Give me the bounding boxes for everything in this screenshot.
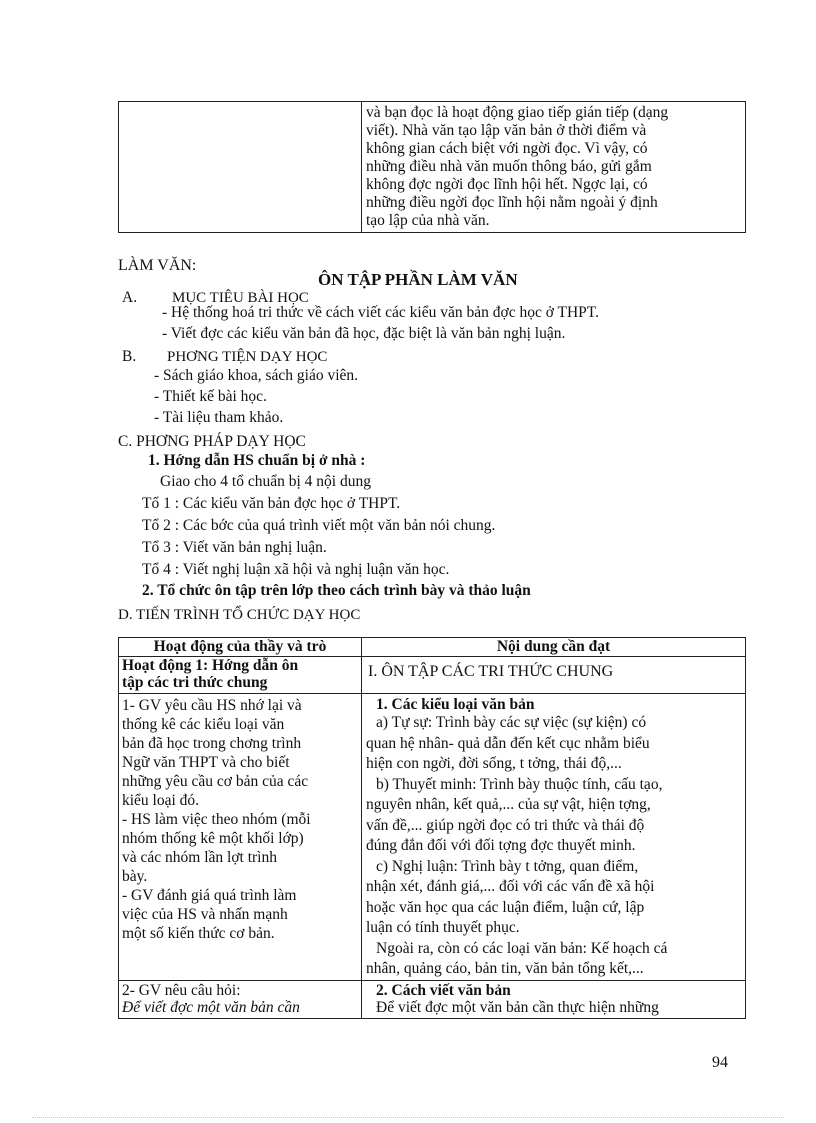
section-b-heading: PHƠNG TIỆN DẠY HỌC — [167, 349, 328, 365]
top-table-line: và bạn đọc là hoạt động giao tiếp gián tiếp (dạng — [366, 104, 669, 121]
top-table-left-cell — [119, 102, 362, 233]
content-2-line: a) Tự sự: Trình bày các sự việc (sự kiện) có — [376, 714, 647, 731]
section-b-item: - Tài liệu tham khảo. — [154, 409, 284, 426]
top-table-right-cell — [362, 102, 746, 233]
activity-1-line: tập các tri thức chung — [122, 674, 268, 691]
content-2-line: b) Thuyết minh: Trình bày thuộc tính, cấu tạo, — [376, 775, 663, 793]
footer-divider — [32, 1117, 784, 1118]
content-2-line: vấn đề,... giúp ngời đọc có tri thức và thái độ — [366, 816, 645, 834]
content-1-heading: I. ÔN TẬP CÁC TRI THỨC CHUNG — [368, 663, 614, 680]
section-b-prefix: B. — [122, 348, 137, 365]
content-2-line: c) Nghị luận: Trình bày t tởng, quan điểm, — [376, 857, 639, 875]
section-b-item: - Thiết kế bài học. — [154, 388, 267, 405]
table-row — [119, 657, 746, 694]
top-table — [118, 101, 746, 233]
activity-3-line: Để viết đợc một văn bản cần — [122, 998, 300, 1016]
content-2-line: hiện con ngời, đời sống, t tởng, thái độ,... — [366, 755, 622, 772]
page-number: 94 — [712, 1054, 728, 1071]
section-c-sub2: 2. Tổ chức ôn tập trên lớp theo cách trình bày và thảo luận — [142, 582, 531, 599]
content-1-cell — [362, 657, 746, 694]
content-2-line: nhận xét, đánh giá,... đối với các vấn đề xã hội — [366, 878, 655, 895]
table-row — [119, 694, 746, 981]
activity-2-line: và các nhóm lần lợt trình — [122, 849, 277, 866]
section-a-heading: MỤC TIÊU BÀI HỌC — [172, 290, 309, 306]
section-a-item: - Hệ thống hoá tri thức về cách viết các kiểu văn bản đợc học ở THPT. — [162, 304, 599, 321]
activity-2-line: 1- GV yêu cầu HS nhớ lại và — [122, 697, 302, 714]
content-2-line: hoặc văn học qua các luận điểm, luận cứ, lập — [366, 898, 645, 916]
table-header-cell: Nội dung cần đạt — [362, 638, 746, 657]
activity-3-cell — [119, 980, 362, 1018]
section-c-intro: Giao cho 4 tổ chuẩn bị 4 nội dung — [160, 473, 371, 490]
activity-2-line: nhóm thống kê một khối lớp) — [122, 830, 304, 847]
group-item: Tổ 4 : Viết nghị luận xã hội và nghị luận văn học. — [142, 561, 450, 578]
group-item: Tổ 2 : Các bớc của quá trình viết một văn bản nói chung. — [142, 517, 496, 534]
content-3-title: 2. Cách viết văn bản — [376, 981, 511, 999]
activity-2-cell — [119, 694, 362, 981]
top-table-line: không đợc ngời đọc lĩnh hội hết. Ngợc lại, có — [366, 176, 648, 193]
content-2-line: quan hệ nhân- quả dẫn đến kết cục nhằm biểu — [366, 734, 650, 752]
section-c-heading: C. PHƠNG PHÁP DẠY HỌC — [118, 433, 306, 450]
activity-2-line: Ngữ văn THPT và cho biết — [122, 754, 290, 771]
activity-2-line: bày. — [122, 868, 148, 885]
top-table-line: tạo lập của nhà văn. — [366, 212, 490, 229]
group-item: Tổ 3 : Viết văn bản nghị luận. — [142, 539, 327, 556]
lesson-table — [118, 637, 746, 1019]
content-2-line: nguyên nhân, kết quả,... của sự vật, hiện tợng, — [366, 796, 651, 813]
activity-2-line: những yêu cầu cơ bản của các — [122, 773, 309, 790]
content-2-cell — [362, 694, 746, 981]
activity-2-line: việc của HS và nhấn mạnh — [122, 906, 288, 923]
content-2-title: 1. Các kiểu loại văn bản — [376, 696, 535, 713]
content-2-line: đúng đắn đối với đối tợng đợc thuyết minh. — [366, 837, 636, 854]
section-d-heading: D. TIẾN TRÌNH TỔ CHỨC DẠY HỌC — [118, 607, 361, 623]
table-header-row — [119, 638, 746, 657]
activity-1-cell — [119, 657, 362, 694]
lam-van-label: LÀM VĂN: — [118, 257, 197, 274]
content-3-line: Để viết đợc một văn bản cần thực hiện những — [376, 998, 659, 1016]
activity-2-line: - HS làm việc theo nhóm (mỗi — [122, 811, 311, 828]
content-2-line: Ngoài ra, còn có các loại văn bản: Kế hoạch cá — [376, 939, 668, 957]
top-table-line: không gian cách biệt với ngời đọc. Vì vậy, có — [366, 140, 648, 157]
activity-2-line: - GV đánh giá quá trình làm — [122, 887, 297, 904]
table-header-cell: Hoạt động của thầy và trò — [119, 638, 362, 657]
section-a-item: - Viết đợc các kiểu văn bản đã học, đặc biệt là văn bản nghị luận. — [162, 325, 566, 342]
page-title: ÔN TẬP PHẦN LÀM VĂN — [318, 270, 518, 289]
content-2-line: luận có tính thuyết phục. — [366, 919, 520, 936]
top-table-line: viết). Nhà văn tạo lập văn bản ở thời điểm và — [366, 122, 647, 139]
table-row — [119, 980, 746, 1018]
top-table-line: những điều nhà văn muốn thông báo, gửi gắm — [366, 158, 652, 175]
section-b-item: - Sách giáo khoa, sách giáo viên. — [154, 367, 359, 384]
activity-1-line: Hoạt động 1: Hớng dẫn ôn — [122, 657, 299, 674]
top-table-line: những điều ngời đọc lĩnh hội nằm ngoài ý định — [366, 194, 658, 211]
content-2-line: nhân, quảng cáo, bản tin, văn bản tổng kết,... — [366, 960, 644, 977]
activity-2-line: một số kiến thức cơ bản. — [122, 925, 275, 942]
activity-2-line: bản đã học trong chơng trình — [122, 735, 302, 752]
content-3-cell — [362, 980, 746, 1018]
group-item: Tổ 1 : Các kiểu văn bản đợc học ở THPT. — [142, 495, 401, 512]
activity-2-line: kiểu loại đó. — [122, 792, 200, 809]
activity-2-line: thống kê các kiểu loại văn — [122, 716, 285, 733]
section-c-sub1: 1. Hớng dẫn HS chuẩn bị ở nhà : — [148, 452, 366, 469]
activity-3-line: 2- GV nêu câu hỏi: — [122, 981, 241, 999]
section-a-prefix: A. — [122, 289, 138, 306]
